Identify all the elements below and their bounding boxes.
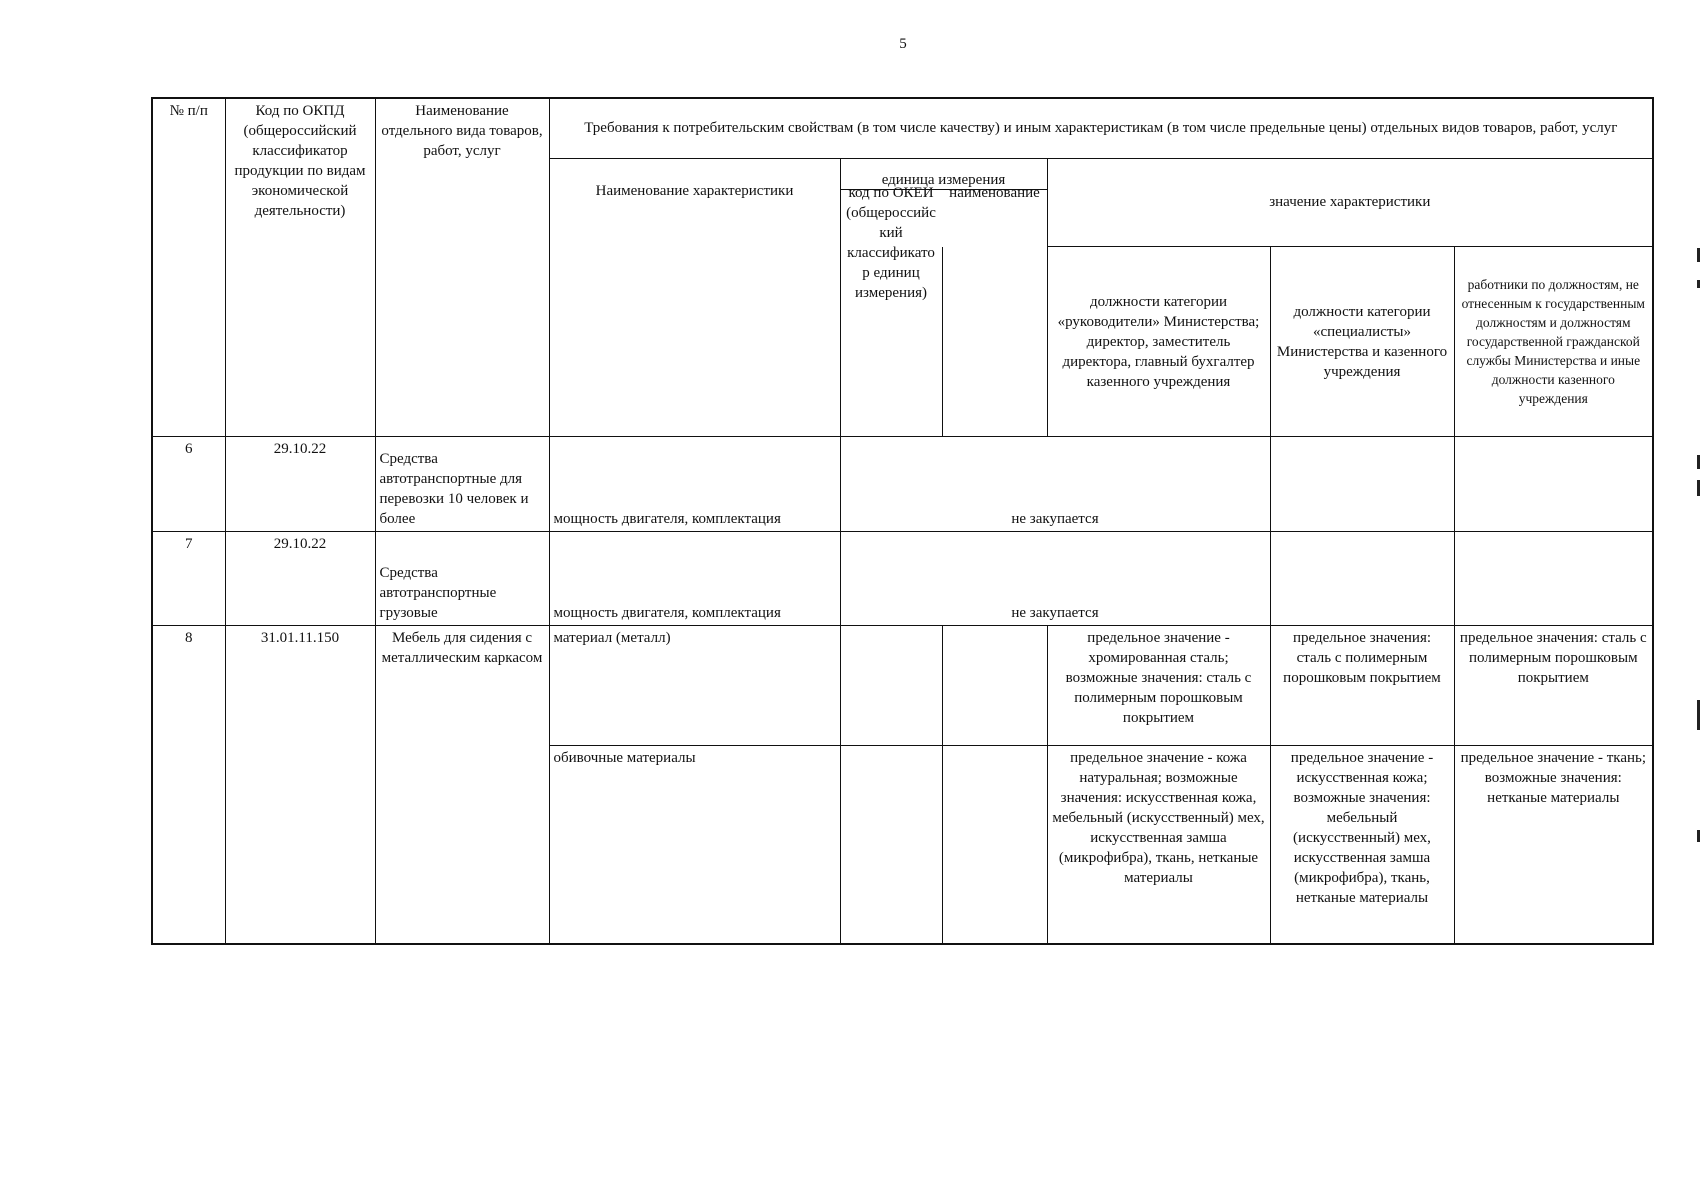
row-item-name: Средства автотранспортные для перевозки 10 человек и более [375,437,549,532]
row-unit-code [840,626,942,746]
row-unit-code [840,746,942,944]
row-value: не закупается [840,437,1270,532]
row-empty-cell [1270,437,1454,532]
row-value-workers: предельное значение - ткань; возможные значения: нетканые материалы [1454,746,1653,944]
header-item-name: Наименование отдельного вида товаров, работ, услуг [375,98,549,437]
row-value: не закупается [840,532,1270,626]
table-row [152,626,1653,746]
header-category-specialists: должности категории «специалисты» Министерства и казенного учреждения [1270,247,1454,437]
row-value-specialists: предельное значение - искусственная кожа; возможные значения: мебельный (искусственный) мех, искусственная замша (микрофибра), ткань, нетканые материалы [1270,746,1454,944]
row-characteristic: обивочные материалы [549,746,840,944]
row-characteristic: мощность двигателя, комплектация [549,437,840,532]
row-characteristic: материал (металл) [549,626,840,746]
row-empty-cell [1454,437,1653,532]
header-unit: единица измерения [841,159,1047,190]
header-requirements: Требования к потребительским свойствам (в том числе качеству) и иным характеристикам (в том числе предельные цены) отдельных видов товаров, работ, услуг [549,98,1653,158]
row-code: 29.10.22 [225,437,375,532]
row-item-name: Мебель для сидения с металлическим каркасом [375,626,549,944]
row-value-workers: предельное значения: сталь с полимерным порошковым покрытием [1454,626,1653,746]
header-unit-code: код по ОКЕИ (общероссийский классификатор единиц измерения) [840,247,942,437]
header-category-workers: работники по должностям, не отнесенным к государственным должностям и должностям государственной гражданской службы Министерства и иные должности казенного учреждения [1454,247,1653,437]
row-unit-name [942,746,1047,944]
row-value-leaders: предельное значение - хромированная сталь; возможные значения: сталь с полимерным порошковым покрытием [1047,626,1270,746]
header-okpd: Код по ОКПД (общероссийский классификатор продукции по видам экономической деятельности) [225,98,375,437]
row-empty-cell [1454,532,1653,626]
row-num: 8 [152,626,225,944]
row-item-name: Средства автотранспортные грузовые [375,532,549,626]
row-empty-cell [1270,532,1454,626]
row-value-leaders: предельное значение - кожа натуральная; возможные значения: искусственная кожа, мебельный (искусственный) мех, искусственная замша (микрофибра), ткань, нетканые материалы [1047,746,1270,944]
row-code: 29.10.22 [225,532,375,626]
row-code: 31.01.11.150 [225,626,375,944]
row-value-specialists: предельное значения: сталь с полимерным порошковым покрытием [1270,626,1454,746]
header-unit-name: наименование [942,247,1047,437]
table-row [152,532,1653,626]
page-number: 5 [899,36,907,52]
row-num: 7 [152,532,225,626]
header-characteristic-name: Наименование характеристики [549,158,840,437]
header-num: № п/п [152,98,225,437]
header-category-leaders: должности категории «руководители» Министерства; директор, заместитель директора, главный бухгалтер казенного учреждения [1047,247,1270,437]
row-num: 6 [152,437,225,532]
row-characteristic: мощность двигателя, комплектация [549,532,840,626]
requirements-table [151,97,1654,945]
header-value: значение характеристики [1047,158,1653,247]
row-unit-name [942,626,1047,746]
table-row [152,437,1653,532]
